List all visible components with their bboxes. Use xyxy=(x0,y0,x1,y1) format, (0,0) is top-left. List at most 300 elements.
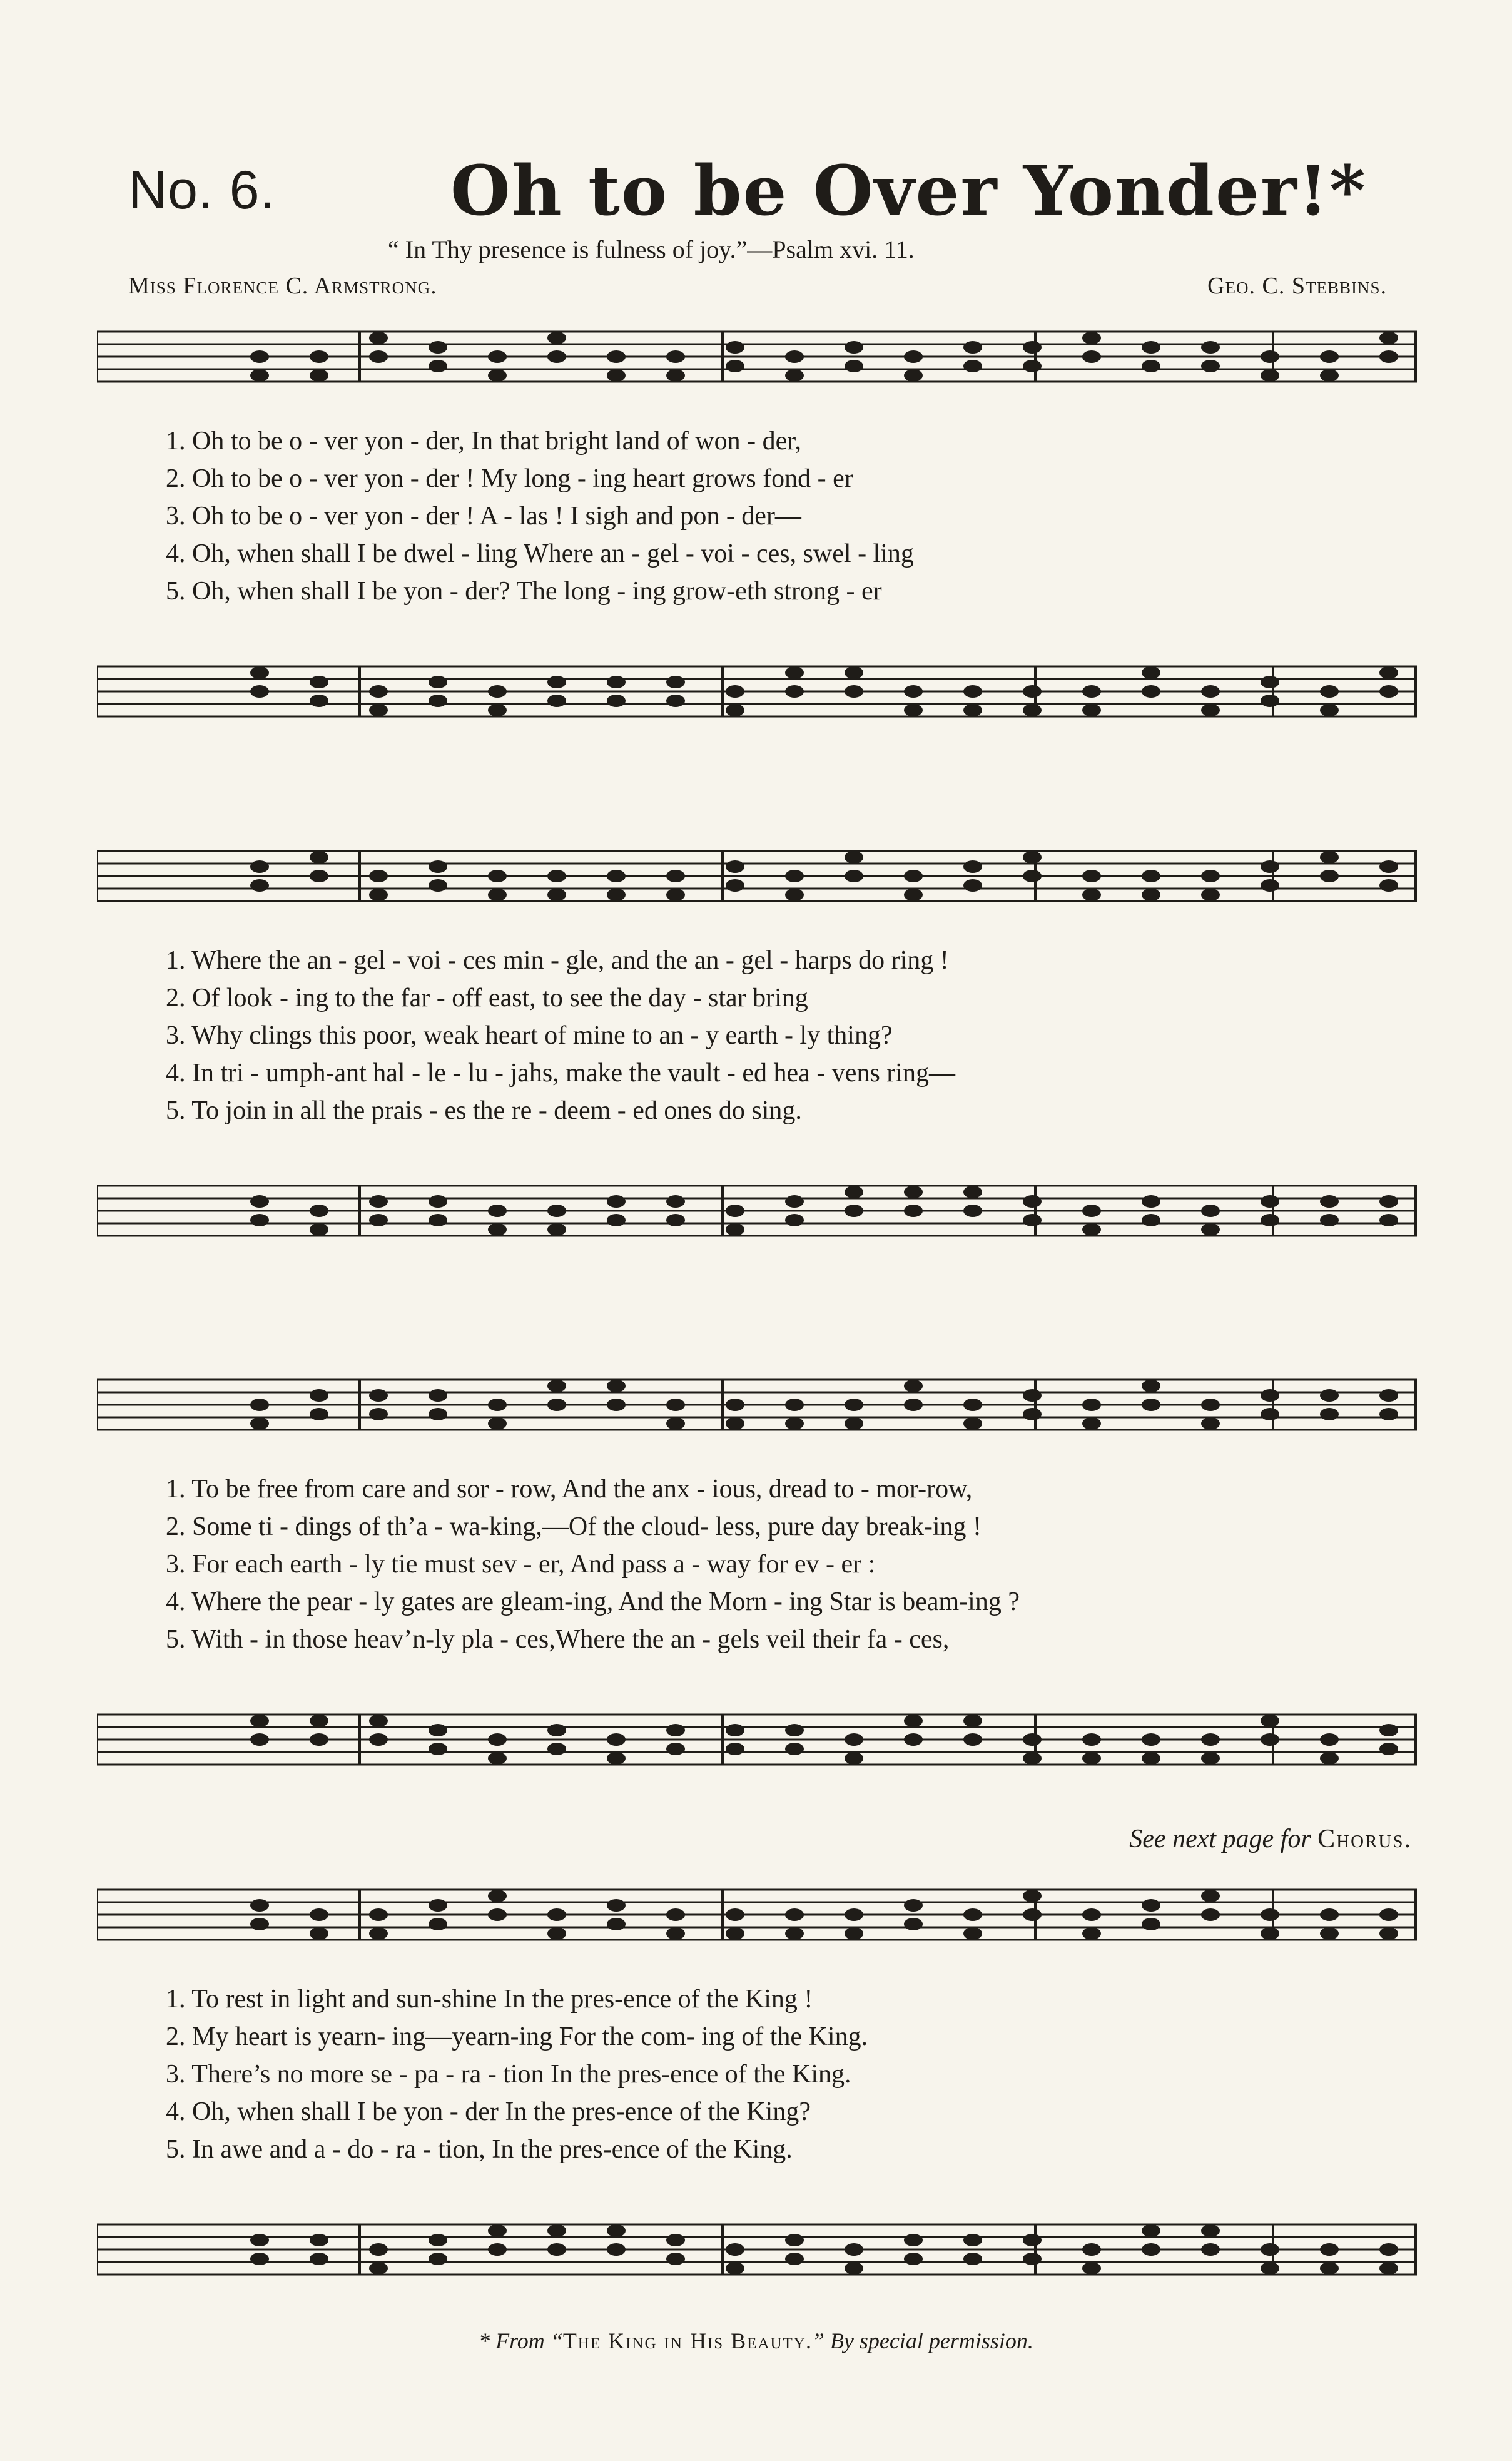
notehead xyxy=(488,1399,507,1411)
notehead xyxy=(369,1908,388,1921)
notehead xyxy=(429,879,447,892)
notehead xyxy=(785,2253,804,2265)
see-next-prefix: See next page for xyxy=(1129,1825,1311,1853)
notehead xyxy=(1379,1389,1398,1402)
notehead xyxy=(845,1752,863,1765)
notehead xyxy=(963,1186,982,1198)
notehead xyxy=(488,1417,507,1430)
notehead xyxy=(785,350,804,363)
notehead xyxy=(607,1752,626,1765)
notehead xyxy=(429,695,447,707)
notehead xyxy=(1261,1214,1279,1226)
notehead xyxy=(310,1927,328,1940)
notehead xyxy=(904,1715,923,1727)
notehead xyxy=(726,1399,744,1411)
notehead xyxy=(429,860,447,873)
notehead xyxy=(250,1733,269,1746)
notehead xyxy=(1082,1205,1101,1217)
notehead xyxy=(1261,1908,1279,1921)
notehead xyxy=(666,676,685,688)
notehead xyxy=(488,704,507,716)
lyrics-block xyxy=(166,1980,1392,2168)
treble-staff xyxy=(97,325,1417,388)
notehead xyxy=(963,1399,982,1411)
notehead xyxy=(1142,2243,1160,2256)
notehead xyxy=(488,870,507,882)
lyric-verse-1: 1. Where the an - gel - voi - ces min - gle, and the an - gel - harps do ring ! xyxy=(166,946,949,975)
notehead xyxy=(310,350,328,363)
notehead xyxy=(1023,2253,1042,2265)
lyric-verse-2: 2. Oh to be o - ver yon - der ! My long - ing heart grows fond - er xyxy=(166,464,853,493)
notehead xyxy=(666,889,685,901)
notehead xyxy=(547,1908,566,1921)
notehead xyxy=(488,1890,507,1902)
notehead xyxy=(310,2234,328,2246)
notehead xyxy=(963,1417,982,1430)
notehead xyxy=(666,2253,685,2265)
notehead xyxy=(666,350,685,363)
notehead xyxy=(1261,1927,1279,1940)
notehead xyxy=(785,1743,804,1755)
lyric-verse-2: 2. My heart is yearn- ing—yearn-ing For the com- ing of the King. xyxy=(166,2022,868,2051)
notehead xyxy=(1082,1733,1101,1746)
notehead xyxy=(1201,889,1220,901)
notehead xyxy=(666,1724,685,1736)
composer-credit: Geo. C. Stebbins. xyxy=(1207,273,1387,299)
lyrics-block xyxy=(166,942,1392,1129)
notehead xyxy=(1201,341,1220,354)
notehead xyxy=(785,1417,804,1430)
notehead xyxy=(1082,1927,1101,1940)
notehead xyxy=(1142,341,1160,354)
notehead xyxy=(845,666,863,679)
notehead xyxy=(429,1214,447,1226)
notehead xyxy=(369,1733,388,1746)
staff-lines xyxy=(97,845,1417,907)
notehead xyxy=(1320,1752,1339,1765)
footnote-prefix: * From “ xyxy=(479,2328,563,2353)
notehead xyxy=(1201,704,1220,716)
notehead xyxy=(250,1214,269,1226)
notehead xyxy=(1320,685,1339,698)
notehead xyxy=(1142,1733,1160,1746)
notehead xyxy=(607,1918,626,1930)
notehead xyxy=(1023,1389,1042,1402)
footnote-suffix: .” By special permission. xyxy=(806,2328,1033,2353)
notehead xyxy=(1261,1408,1279,1420)
lyric-verse-2: 2. Of look - ing to the far - off east, to see the day - star bring xyxy=(166,984,808,1012)
notehead xyxy=(1379,666,1398,679)
staff-lines xyxy=(97,1180,1417,1242)
footnote-source: The King in His Beauty xyxy=(562,2328,806,2353)
hymn-title: Oh to be Over Yonder!* xyxy=(450,150,1367,231)
notehead xyxy=(250,2253,269,2265)
notehead xyxy=(547,889,566,901)
notehead xyxy=(1379,1927,1398,1940)
notehead xyxy=(1082,350,1101,363)
notehead xyxy=(310,1223,328,1236)
notehead xyxy=(1201,2224,1220,2237)
notehead xyxy=(963,2253,982,2265)
notehead xyxy=(1082,332,1101,344)
notehead xyxy=(726,1743,744,1755)
notehead xyxy=(429,1724,447,1736)
notehead xyxy=(369,1927,388,1940)
notehead xyxy=(845,1927,863,1940)
lyric-verse-5: 5. Oh, when shall I be yon - der? The long - ing grow-eth strong - er xyxy=(166,577,882,606)
notehead xyxy=(726,1205,744,1217)
notehead xyxy=(607,1380,626,1392)
notehead xyxy=(1261,860,1279,873)
notehead xyxy=(785,369,804,382)
notehead xyxy=(1082,1908,1101,1921)
notehead xyxy=(607,889,626,901)
notehead xyxy=(904,1205,923,1217)
notehead xyxy=(1261,2243,1279,2256)
lyric-verse-2: 2. Some ti - dings of th’a - wa-king,—Of the cloud- less, pure day break-ing ! xyxy=(166,1512,982,1541)
notehead xyxy=(1379,879,1398,892)
notehead xyxy=(607,1399,626,1411)
notehead xyxy=(1082,685,1101,698)
notehead xyxy=(1320,1195,1339,1208)
notehead xyxy=(1082,1223,1101,1236)
notehead xyxy=(1320,350,1339,363)
notehead xyxy=(1082,1417,1101,1430)
notehead xyxy=(726,1908,744,1921)
notehead xyxy=(1142,1918,1160,1930)
lyric-verse-3: 3. Why clings this poor, weak heart of mine to an - y earth - ly thing? xyxy=(166,1021,893,1050)
notehead xyxy=(250,1899,269,1912)
notehead xyxy=(726,2262,744,2275)
notehead xyxy=(1142,1380,1160,1392)
notehead xyxy=(547,350,566,363)
notehead xyxy=(369,1715,388,1727)
notehead xyxy=(488,1733,507,1746)
notehead xyxy=(666,1927,685,1940)
notehead xyxy=(369,870,388,882)
notehead xyxy=(963,860,982,873)
notehead xyxy=(963,704,982,716)
bass-staff xyxy=(97,2218,1417,2281)
notehead xyxy=(666,2234,685,2246)
notehead xyxy=(845,851,863,864)
notehead xyxy=(1379,1408,1398,1420)
staff-lines xyxy=(97,1883,1417,1946)
notehead xyxy=(666,1399,685,1411)
notehead xyxy=(1142,360,1160,372)
notehead xyxy=(785,2234,804,2246)
notehead xyxy=(845,341,863,354)
notehead xyxy=(904,1733,923,1746)
notehead xyxy=(310,1733,328,1746)
notehead xyxy=(547,1223,566,1236)
notehead xyxy=(250,1918,269,1930)
notehead xyxy=(1201,360,1220,372)
notehead xyxy=(1261,2262,1279,2275)
notehead xyxy=(666,1743,685,1755)
notehead xyxy=(1023,1752,1042,1765)
notehead xyxy=(1261,1195,1279,1208)
notehead xyxy=(1379,1743,1398,1755)
notehead xyxy=(1320,1908,1339,1921)
notehead xyxy=(547,870,566,882)
notehead xyxy=(547,676,566,688)
notehead xyxy=(1379,332,1398,344)
notehead xyxy=(1379,1214,1398,1226)
notehead xyxy=(726,860,744,873)
notehead xyxy=(547,1399,566,1411)
notehead xyxy=(1320,369,1339,382)
notehead xyxy=(1142,889,1160,901)
notehead xyxy=(1320,1389,1339,1402)
notehead xyxy=(488,1205,507,1217)
notehead xyxy=(666,1214,685,1226)
notehead xyxy=(369,1408,388,1420)
notehead xyxy=(666,870,685,882)
notehead xyxy=(607,1899,626,1912)
notehead xyxy=(785,1927,804,1940)
notehead xyxy=(250,879,269,892)
notehead xyxy=(1023,870,1042,882)
notehead xyxy=(1379,685,1398,698)
notehead xyxy=(250,350,269,363)
notehead xyxy=(310,369,328,382)
notehead xyxy=(1023,2234,1042,2246)
notehead xyxy=(1201,1890,1220,1902)
notehead xyxy=(845,2243,863,2256)
lyric-verse-4: 4. In tri - umph-ant hal - le - lu - jahs, make the vault - ed hea - vens ring— xyxy=(166,1059,955,1088)
notehead xyxy=(369,350,388,363)
notehead xyxy=(1201,1908,1220,1921)
notehead xyxy=(1379,1908,1398,1921)
notehead xyxy=(1142,1399,1160,1411)
notehead xyxy=(310,695,328,707)
footnote xyxy=(0,2328,1512,2354)
notehead xyxy=(488,685,507,698)
notehead xyxy=(369,2262,388,2275)
notehead xyxy=(310,1205,328,1217)
lyrics-block xyxy=(166,1470,1392,1658)
notehead xyxy=(726,1927,744,1940)
notehead xyxy=(904,1186,923,1198)
notehead xyxy=(1142,666,1160,679)
staff-lines xyxy=(97,2218,1417,2281)
notehead xyxy=(429,360,447,372)
notehead xyxy=(1023,1214,1042,1226)
notehead xyxy=(250,1715,269,1727)
see-next-page-note xyxy=(1129,1824,1412,1854)
notehead xyxy=(904,1918,923,1930)
notehead xyxy=(488,1908,507,1921)
notehead xyxy=(1320,704,1339,716)
notehead xyxy=(1201,1205,1220,1217)
notehead xyxy=(310,676,328,688)
notehead xyxy=(488,2224,507,2237)
notehead xyxy=(726,879,744,892)
notehead xyxy=(1201,2243,1220,2256)
notehead xyxy=(250,369,269,382)
notehead xyxy=(1261,879,1279,892)
lyric-verse-3: 3. For each earth - ly tie must sev - er, And pass a - way for ev - er : xyxy=(166,1550,876,1579)
notehead xyxy=(1379,1724,1398,1736)
notehead xyxy=(488,1752,507,1765)
notehead xyxy=(250,685,269,698)
notehead xyxy=(607,676,626,688)
notehead xyxy=(607,2224,626,2237)
staff-lines xyxy=(97,1708,1417,1771)
notehead xyxy=(845,1205,863,1217)
notehead xyxy=(547,2243,566,2256)
notehead xyxy=(429,1195,447,1208)
notehead xyxy=(963,1927,982,1940)
notehead xyxy=(429,676,447,688)
notehead xyxy=(1201,1752,1220,1765)
notehead xyxy=(904,870,923,882)
notehead xyxy=(1082,2262,1101,2275)
notehead xyxy=(904,369,923,382)
notehead xyxy=(369,2243,388,2256)
lyric-verse-3: 3. There’s no more se - pa - ra - tion In the pres-ence of the King. xyxy=(166,2060,851,2089)
bass-staff xyxy=(97,660,1417,723)
notehead xyxy=(904,704,923,716)
notehead xyxy=(904,2253,923,2265)
lyric-verse-3: 3. Oh to be o - ver yon - der ! A - las ! I sigh and pon - der— xyxy=(166,502,801,531)
staff-lines xyxy=(97,1373,1417,1436)
bass-staff xyxy=(97,1708,1417,1771)
treble-staff xyxy=(97,1883,1417,1946)
notehead xyxy=(1201,1223,1220,1236)
notehead xyxy=(547,332,566,344)
notehead xyxy=(429,1899,447,1912)
notehead xyxy=(666,1908,685,1921)
notehead xyxy=(250,2234,269,2246)
notehead xyxy=(963,360,982,372)
notehead xyxy=(429,1389,447,1402)
notehead xyxy=(310,1715,328,1727)
notehead xyxy=(488,350,507,363)
notehead xyxy=(904,685,923,698)
notehead xyxy=(726,685,744,698)
notehead xyxy=(963,341,982,354)
notehead xyxy=(1082,870,1101,882)
treble-staff xyxy=(97,845,1417,907)
notehead xyxy=(1201,685,1220,698)
notehead xyxy=(1082,704,1101,716)
notehead xyxy=(1320,1927,1339,1940)
staff-lines xyxy=(97,325,1417,388)
notehead xyxy=(1023,685,1042,698)
notehead xyxy=(1261,1389,1279,1402)
notehead xyxy=(547,1380,566,1392)
notehead xyxy=(310,1408,328,1420)
notehead xyxy=(310,870,328,882)
notehead xyxy=(1261,1715,1279,1727)
lyrics-block xyxy=(166,422,1392,610)
notehead xyxy=(1261,1733,1279,1746)
notehead xyxy=(904,1380,923,1392)
notehead xyxy=(1023,851,1042,864)
notehead xyxy=(785,1195,804,1208)
notehead xyxy=(607,1195,626,1208)
notehead xyxy=(429,1918,447,1930)
notehead xyxy=(1023,1408,1042,1420)
notehead xyxy=(1379,2243,1398,2256)
chorus-word: Chorus. xyxy=(1317,1825,1412,1853)
notehead xyxy=(904,1399,923,1411)
notehead xyxy=(429,2234,447,2246)
notehead xyxy=(785,666,804,679)
notehead xyxy=(488,1223,507,1236)
notehead xyxy=(845,685,863,698)
notehead xyxy=(845,1186,863,1198)
notehead xyxy=(250,666,269,679)
notehead xyxy=(963,2234,982,2246)
notehead xyxy=(726,1417,744,1430)
notehead xyxy=(1201,1399,1220,1411)
notehead xyxy=(1201,1417,1220,1430)
notehead xyxy=(1320,870,1339,882)
notehead xyxy=(488,889,507,901)
notehead xyxy=(250,1399,269,1411)
notehead xyxy=(547,1724,566,1736)
notehead xyxy=(1142,1195,1160,1208)
notehead xyxy=(607,1214,626,1226)
notehead xyxy=(547,1205,566,1217)
notehead xyxy=(1142,1752,1160,1765)
notehead xyxy=(785,1214,804,1226)
notehead xyxy=(1142,1899,1160,1912)
notehead xyxy=(310,1389,328,1402)
lyric-verse-4: 4. Oh, when shall I be dwel - ling Where an - gel - voi - ces, swel - ling xyxy=(166,539,914,568)
notehead xyxy=(963,1908,982,1921)
notehead xyxy=(963,879,982,892)
notehead xyxy=(666,369,685,382)
notehead xyxy=(1142,1214,1160,1226)
bass-staff xyxy=(97,1180,1417,1242)
notehead xyxy=(369,1389,388,1402)
lyric-verse-1: 1. To rest in light and sun-shine In the pres-ence of the King ! xyxy=(166,1985,813,2014)
notehead xyxy=(547,1927,566,1940)
notehead xyxy=(963,1205,982,1217)
notehead xyxy=(607,1733,626,1746)
notehead xyxy=(726,360,744,372)
notehead xyxy=(726,1223,744,1236)
lyric-verse-4: 4. Oh, when shall I be yon - der In the pres-ence of the King? xyxy=(166,2097,811,2126)
notehead xyxy=(250,1195,269,1208)
notehead xyxy=(785,685,804,698)
notehead xyxy=(1023,1733,1042,1746)
notehead xyxy=(1082,1752,1101,1765)
notehead xyxy=(904,889,923,901)
notehead xyxy=(607,695,626,707)
notehead xyxy=(1261,695,1279,707)
notehead xyxy=(369,1195,388,1208)
scripture-quote: “ In Thy presence is fulness of joy.”—Psalm xvi. 11. xyxy=(388,235,915,263)
notehead xyxy=(1201,870,1220,882)
notehead xyxy=(1023,1195,1042,1208)
notehead xyxy=(1320,851,1339,864)
notehead xyxy=(1082,889,1101,901)
staff-lines xyxy=(97,660,1417,723)
notehead xyxy=(1261,676,1279,688)
notehead xyxy=(726,704,744,716)
lyric-verse-5: 5. To join in all the prais - es the re - deem - ed ones do sing. xyxy=(166,1096,802,1125)
notehead xyxy=(310,2253,328,2265)
lyric-verse-5: 5. With - in those heav’n-ly pla - ces,Where the an - gels veil their fa - ces, xyxy=(166,1625,950,1654)
notehead xyxy=(726,2243,744,2256)
notehead xyxy=(1142,685,1160,698)
notehead xyxy=(785,870,804,882)
